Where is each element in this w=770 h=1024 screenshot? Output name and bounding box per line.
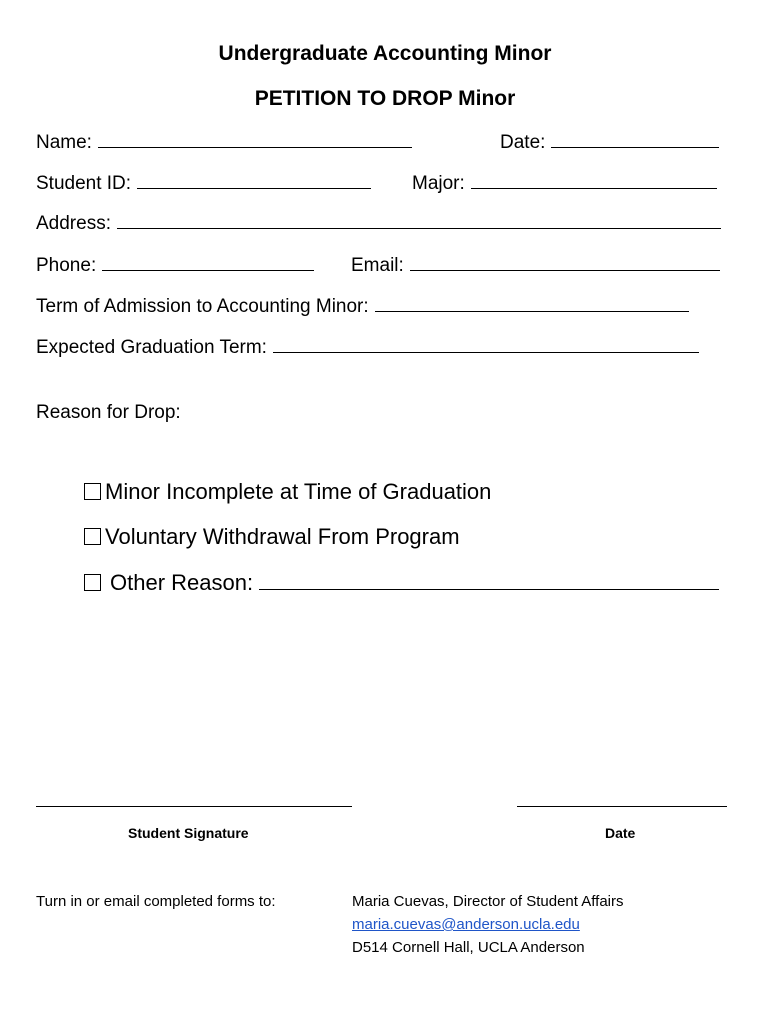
expected-graduation-field: [36, 334, 699, 360]
other-reason-input[interactable]: [259, 569, 719, 590]
submit-instruction: Turn in or email completed forms to:: [36, 893, 276, 910]
signature-date-line[interactable]: [517, 806, 727, 807]
reason-option-label: Other Reason:: [110, 570, 254, 595]
email-label: Email:: [351, 255, 404, 276]
expected-graduation-label: Expected Graduation Term:: [36, 337, 267, 358]
term-admission-field: [36, 293, 689, 319]
term-admission-input[interactable]: [375, 293, 689, 312]
address-field: [36, 210, 721, 236]
contact-address: D514 Cornell Hall, UCLA Anderson: [352, 939, 585, 956]
reason-option-label: Minor Incomplete at Time of Graduation: [105, 479, 492, 504]
contact-email-link[interactable]: maria.cuevas@anderson.ucla.edu: [352, 916, 580, 933]
reason-option-withdrawal[interactable]: [84, 525, 460, 549]
student-signature-label: Student Signature: [128, 825, 249, 841]
contact-name: Maria Cuevas, Director of Student Affairs: [352, 893, 624, 910]
expected-graduation-input[interactable]: [273, 334, 699, 353]
reason-option-other[interactable]: [84, 569, 719, 595]
signature-date-label: Date: [605, 825, 636, 841]
major-field: [412, 170, 717, 196]
date-field: [500, 129, 719, 155]
major-input[interactable]: [471, 170, 717, 189]
date-input[interactable]: [551, 129, 719, 148]
form-subtitle: PETITION TO DROP Minor: [254, 87, 516, 110]
name-label: Name:: [36, 132, 92, 153]
checkbox-withdrawal[interactable]: [84, 528, 101, 545]
student-id-label: Student ID:: [36, 173, 132, 194]
email-input[interactable]: [410, 252, 720, 271]
address-input[interactable]: [117, 210, 721, 229]
reason-heading: Reason for Drop:: [36, 402, 181, 423]
name-input[interactable]: [98, 129, 412, 148]
student-signature-line[interactable]: [36, 806, 352, 807]
form-title: Undergraduate Accounting Minor: [218, 42, 552, 65]
reason-option-label: Voluntary Withdrawal From Program: [105, 524, 460, 549]
phone-label: Phone:: [36, 255, 97, 276]
term-admission-label: Term of Admission to Accounting Minor:: [36, 296, 369, 317]
reason-option-incomplete[interactable]: [84, 480, 491, 504]
contact-block: [352, 890, 624, 959]
phone-field: [36, 252, 314, 278]
checkbox-other[interactable]: [84, 574, 101, 591]
address-label: Address:: [36, 213, 111, 234]
student-id-field: [36, 170, 371, 196]
name-field: [36, 129, 412, 155]
phone-input[interactable]: [102, 252, 314, 271]
date-label: Date:: [500, 132, 546, 153]
checkbox-incomplete[interactable]: [84, 483, 101, 500]
email-field: [351, 252, 720, 278]
student-id-input[interactable]: [137, 170, 371, 189]
major-label: Major:: [412, 173, 465, 194]
